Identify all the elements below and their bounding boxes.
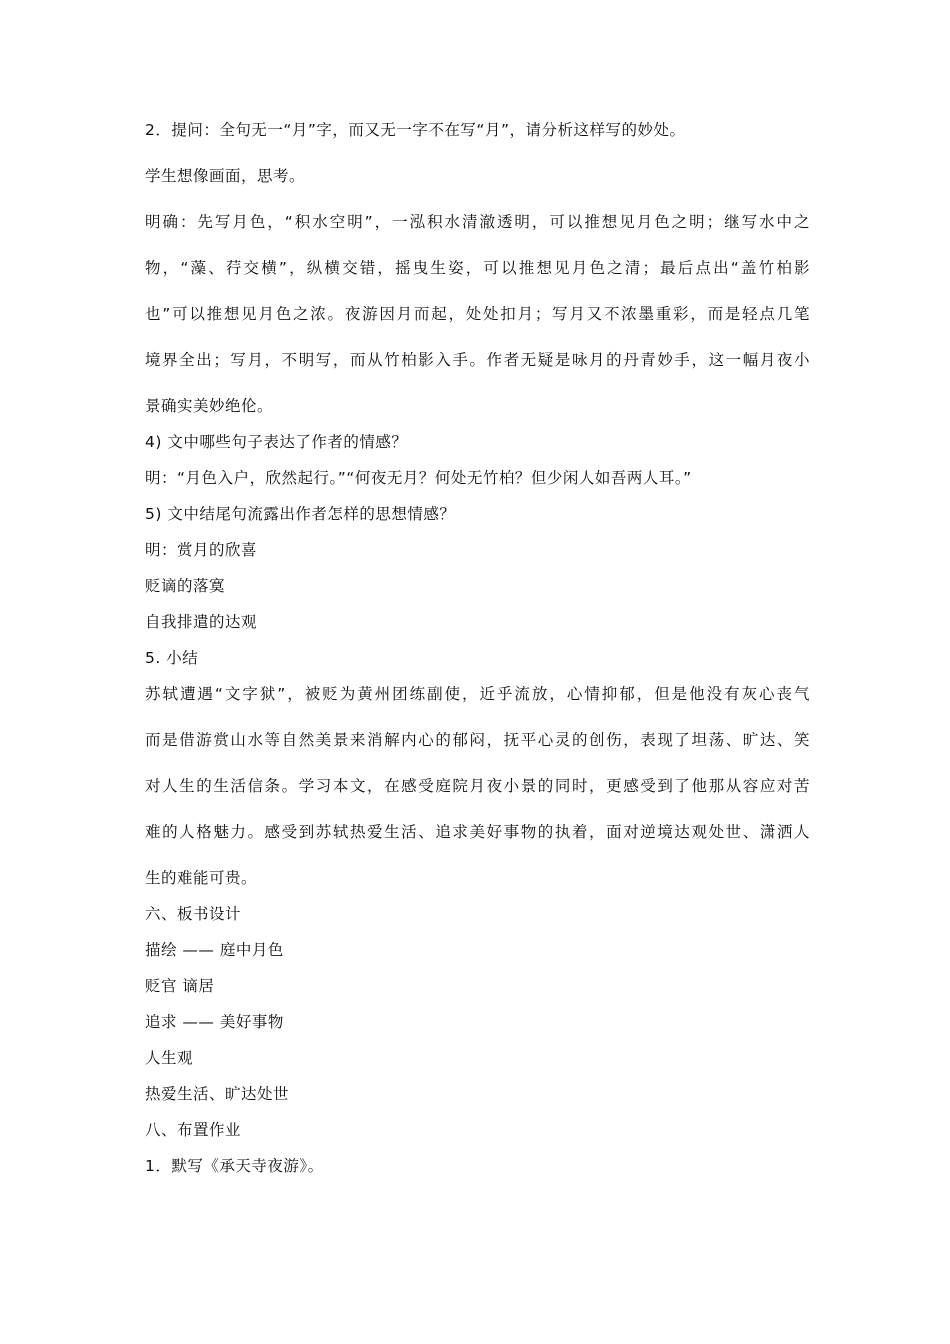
summary-line-4: 难的人格魅力。感受到苏轼热爱生活、追求美好事物的执着，面对逆境达观处世、潇洒人 — [145, 823, 810, 841]
answer-line-3: 也”可以推想见月色之浓。夜游因月而起，处处扣月；写月又不浓墨重彩，而是轻点几笔 — [145, 305, 810, 323]
answer-line-2: 物，“藻、荇交横”，纵横交错，摇曳生姿，可以推想见月色之清；最后点出“盖竹柏影 — [145, 259, 810, 277]
answer-5-line-3: 自我排遣的达观 — [145, 613, 258, 631]
homework-heading: 八、布置作业 — [145, 1121, 242, 1139]
question-5: 5) 文中结尾句流露出作者怎样的思想情感？ — [145, 505, 456, 523]
blackboard-line-3: 追求 —— 美好事物 — [145, 1013, 284, 1031]
answer-4: 明：“月色入户，欣然起行。”“何夜无月？何处无竹柏？但少闲人如吾两人耳。” — [145, 469, 692, 487]
blackboard-line-4: 人生观 — [145, 1049, 194, 1067]
homework-item-1: 1．默写《承天寺夜游》。 — [145, 1157, 324, 1175]
summary-line-2: 而是借游赏山水等自然美景来消解内心的郁闷，抚平心灵的创伤，表现了坦荡、旷达、笑 — [145, 731, 810, 749]
student-activity: 学生想像画面，思考。 — [145, 167, 306, 185]
question-4: 4) 文中哪些句子表达了作者的情感？ — [145, 433, 408, 451]
summary-line-1: 苏轼遭遇“文字狱”，被贬为黄州团练副使，近乎流放，心情抑郁，但是他没有灰心丧气 — [145, 685, 810, 703]
blackboard-design-heading: 六、板书设计 — [145, 905, 242, 923]
blackboard-line-2: 贬官 谪居 — [145, 977, 215, 995]
summary-line-5: 生的难能可贵。 — [145, 869, 258, 887]
question-2: 2．提问：全句无一“月”字，而又无一字不在写“月”，请分析这样写的妙处。 — [145, 121, 686, 139]
answer-line-4: 境界全出；写月，不明写，而从竹柏影入手。作者无疑是咏月的丹青妙手，这一幅月夜小 — [145, 351, 810, 369]
answer-5-line-2: 贬谪的落寞 — [145, 577, 226, 595]
answer-line-1: 明确：先写月色，“积水空明”，一泓积水清澈透明，可以推想见月色之明；继写水中之 — [145, 213, 810, 231]
answer-line-5: 景确实美妙绝伦。 — [145, 397, 274, 415]
document-page — [145, 120, 810, 1176]
blackboard-line-1: 描绘 —— 庭中月色 — [145, 941, 284, 959]
summary-heading: 5. 小结 — [145, 649, 199, 667]
answer-5-line-1: 明：赏月的欣喜 — [145, 541, 258, 559]
summary-line-3: 对人生的生活信条。学习本文，在感受庭院月夜小景的同时，更感受到了他那从容应对苦 — [145, 777, 810, 795]
blackboard-line-5: 热爱生活、旷达处世 — [145, 1085, 290, 1103]
